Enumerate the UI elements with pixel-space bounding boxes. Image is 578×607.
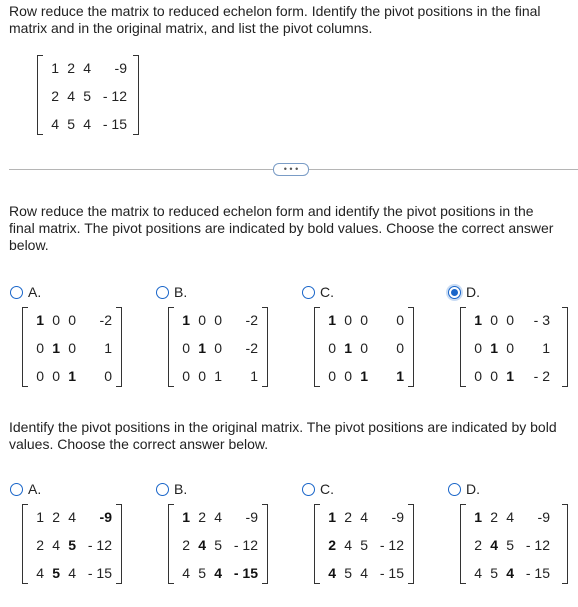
matrix-pivot-entry: 4: [214, 565, 222, 581]
original-matrix: [37, 55, 139, 135]
matrix-pivot-entry: 1: [182, 312, 190, 328]
matrix-row: [168, 509, 268, 525]
matrix-entry: 4: [68, 509, 76, 525]
matrix-row: [22, 368, 122, 384]
radio-button[interactable]: [10, 286, 23, 299]
matrix-entry: - 3: [533, 312, 550, 328]
choice-label: A.: [28, 481, 42, 497]
matrix-entry: 2: [182, 537, 190, 553]
matrix-entry: -9: [245, 509, 258, 525]
matrix-row: [460, 565, 568, 581]
matrix-entry: -2: [245, 340, 258, 356]
matrix-pivot-entry: 1: [474, 312, 482, 328]
matrix-entry: 4: [360, 509, 368, 525]
matrix-row: [168, 368, 268, 384]
matrix-entry: 1: [104, 340, 112, 356]
matrix-row: [37, 116, 139, 132]
matrix-row: [168, 565, 268, 581]
radio-button[interactable]: [302, 286, 315, 299]
matrix-entry: 2: [198, 509, 206, 525]
matrix-row: [37, 88, 139, 104]
matrix-entry: 0: [328, 368, 336, 384]
matrix-entry: 4: [68, 565, 76, 581]
matrix-entry: - 12: [525, 537, 550, 553]
matrix-pivot-entry: 5: [68, 537, 76, 553]
matrix-row: [37, 60, 139, 76]
radio-button[interactable]: [448, 483, 461, 496]
matrix-entry: 5: [360, 537, 368, 553]
choice-label: B.: [174, 481, 188, 497]
matrix-entry: 1: [36, 509, 44, 525]
matrix-entry: 5: [67, 116, 75, 132]
matrix-entry: 1: [250, 368, 258, 384]
matrix-row: [168, 537, 268, 553]
matrix-entry: 5: [344, 565, 352, 581]
matrix-entry: - 12: [87, 537, 112, 553]
matrix-row: [168, 340, 268, 356]
matrix-entry: 0: [506, 340, 514, 356]
matrix-pivot-entry: 1: [52, 340, 60, 356]
matrix-pivot-entry: 1: [182, 509, 190, 525]
choice-label: A.: [28, 284, 42, 300]
matrix-pivot-entry: -9: [99, 509, 112, 525]
choice-label: B.: [174, 284, 188, 300]
matrix-entry: 2: [36, 537, 44, 553]
matrix-entry: 0: [68, 340, 76, 356]
matrix-entry: -2: [99, 312, 112, 328]
matrix-entry: 0: [344, 368, 352, 384]
matrix-entry: 0: [360, 340, 368, 356]
matrix-entry: 4: [360, 565, 368, 581]
prompt-line: values. Choose the correct answer below.: [9, 436, 269, 452]
matrix-pivot-entry: - 15: [233, 565, 258, 581]
matrix-entry: 0: [344, 312, 352, 328]
choice-label: D.: [466, 481, 480, 497]
matrix-entry: 4: [83, 116, 91, 132]
part1-prompt: [9, 203, 553, 254]
matrix-entry: - 15: [87, 565, 112, 581]
matrix-pivot-entry: 1: [490, 340, 498, 356]
matrix-row: [22, 509, 122, 525]
matrix-entry: 2: [474, 537, 482, 553]
matrix-entry: 0: [396, 340, 404, 356]
matrix-entry: 0: [214, 340, 222, 356]
matrix-entry: 4: [51, 116, 59, 132]
matrix-pivot-entry: 2: [328, 537, 336, 553]
matrix-entry: 0: [490, 368, 498, 384]
matrix-pivot-entry: 1: [198, 340, 206, 356]
matrix-pivot-entry: 1: [396, 368, 404, 384]
matrix-entry: 0: [52, 312, 60, 328]
matrix-row: [460, 509, 568, 525]
choice-matrix: [314, 504, 414, 584]
matrix-pivot-entry: 1: [36, 312, 44, 328]
matrix-entry: - 12: [379, 537, 404, 553]
matrix-entry: 0: [328, 340, 336, 356]
matrix-entry: 5: [490, 565, 498, 581]
matrix-entry: - 2: [533, 368, 550, 384]
matrix-entry: 0: [474, 340, 482, 356]
matrix-entry: - 15: [102, 116, 127, 132]
matrix-pivot-entry: 1: [474, 509, 482, 525]
matrix-pivot-entry: 1: [506, 368, 514, 384]
matrix-row: [314, 340, 414, 356]
matrix-pivot-entry: 1: [328, 509, 336, 525]
prompt-line: below.: [9, 237, 49, 253]
instruction-line: matrix and in the original matrix, and list the pivot columns.: [9, 20, 373, 36]
matrix-row: [460, 312, 568, 328]
matrix-row: [460, 340, 568, 356]
choice-label: C.: [320, 481, 334, 497]
matrix-entry: -9: [537, 509, 550, 525]
choice-label: D.: [466, 284, 480, 300]
matrix-entry: 5: [83, 88, 91, 104]
matrix-row: [314, 509, 414, 525]
matrix-entry: -9: [114, 60, 127, 76]
matrix-pivot-entry: 4: [490, 537, 498, 553]
matrix-entry: 4: [214, 509, 222, 525]
matrix-pivot-entry: 1: [328, 312, 336, 328]
radio-button[interactable]: [156, 483, 169, 496]
prompt-line: final matrix. The pivot positions are indicated by bold values. Choose the correct answer: [9, 220, 554, 236]
matrix-row: [314, 565, 414, 581]
matrix-entry: 0: [396, 312, 404, 328]
choice-matrix: [314, 307, 414, 387]
matrix-row: [22, 340, 122, 356]
choice-label: C.: [320, 284, 334, 300]
matrix-row: [314, 312, 414, 328]
matrix-entry: 2: [52, 509, 60, 525]
matrix-entry: 0: [182, 368, 190, 384]
matrix-entry: - 15: [525, 565, 550, 581]
radio-button[interactable]: [448, 286, 461, 299]
matrix-entry: 0: [214, 312, 222, 328]
radio-button[interactable]: [302, 483, 315, 496]
matrix-entry: 0: [36, 340, 44, 356]
matrix-entry: 4: [36, 565, 44, 581]
matrix-pivot-entry: 1: [360, 368, 368, 384]
matrix-entry: 4: [474, 565, 482, 581]
matrix-entry: - 15: [379, 565, 404, 581]
matrix-entry: 5: [198, 565, 206, 581]
matrix-pivot-entry: 4: [328, 565, 336, 581]
matrix-row: [314, 537, 414, 553]
matrix-entry: 0: [360, 312, 368, 328]
prompt-line: Row reduce the matrix to reduced echelon form and identify the pivot positions in the: [9, 203, 534, 219]
instruction-line: Row reduce the matrix to reduced echelon form. Identify the pivot positions in the final: [9, 3, 541, 19]
matrix-entry: -2: [245, 312, 258, 328]
matrix-entry: 1: [542, 340, 550, 356]
matrix-entry: 1: [214, 368, 222, 384]
prompt-line: Identify the pivot positions in the original matrix. The pivot positions are indicated by bold: [9, 419, 557, 435]
matrix-entry: 1: [51, 60, 59, 76]
matrix-entry: 4: [506, 509, 514, 525]
matrix-row: [314, 368, 414, 384]
radio-button[interactable]: [156, 286, 169, 299]
matrix-pivot-entry: 5: [52, 565, 60, 581]
matrix-entry: 4: [52, 537, 60, 553]
matrix-entry: 2: [51, 88, 59, 104]
matrix-entry: 0: [104, 368, 112, 384]
matrix-entry: 5: [506, 537, 514, 553]
matrix-row: [22, 312, 122, 328]
matrix-row: [460, 368, 568, 384]
matrix-entry: 2: [67, 60, 75, 76]
matrix-entry: 4: [344, 537, 352, 553]
choice-matrix: [168, 504, 268, 584]
matrix-entry: 0: [52, 368, 60, 384]
matrix-entry: 0: [490, 312, 498, 328]
matrix-entry: - 12: [102, 88, 127, 104]
matrix-entry: 4: [182, 565, 190, 581]
part2-prompt: [9, 419, 557, 453]
matrix-row: [22, 537, 122, 553]
matrix-entry: 5: [214, 537, 222, 553]
matrix-row: [22, 565, 122, 581]
matrix-row: [168, 312, 268, 328]
radio-button[interactable]: [10, 483, 23, 496]
matrix-entry: 2: [344, 509, 352, 525]
choice-matrix: [460, 307, 568, 387]
matrix-entry: - 12: [233, 537, 258, 553]
matrix-pivot-entry: 1: [344, 340, 352, 356]
matrix-pivot-entry: 4: [198, 537, 206, 553]
matrix-entry: 0: [506, 312, 514, 328]
matrix-entry: 0: [474, 368, 482, 384]
matrix-pivot-entry: 4: [506, 565, 514, 581]
matrix-entry: -9: [391, 509, 404, 525]
matrix-pivot-entry: 1: [68, 368, 76, 384]
choice-matrix: [460, 504, 568, 584]
matrix-entry: 0: [198, 312, 206, 328]
matrix-entry: 4: [83, 60, 91, 76]
matrix-entry: 0: [68, 312, 76, 328]
matrix-entry: 0: [198, 368, 206, 384]
choice-matrix: [22, 307, 122, 387]
problem-instructions: [9, 3, 541, 37]
matrix-entry: 0: [182, 340, 190, 356]
expand-more-button[interactable]: • • •: [273, 163, 309, 176]
matrix-entry: 4: [67, 88, 75, 104]
choice-matrix: [168, 307, 268, 387]
choice-matrix: [22, 504, 122, 584]
matrix-entry: 0: [36, 368, 44, 384]
matrix-row: [460, 537, 568, 553]
matrix-entry: 2: [490, 509, 498, 525]
